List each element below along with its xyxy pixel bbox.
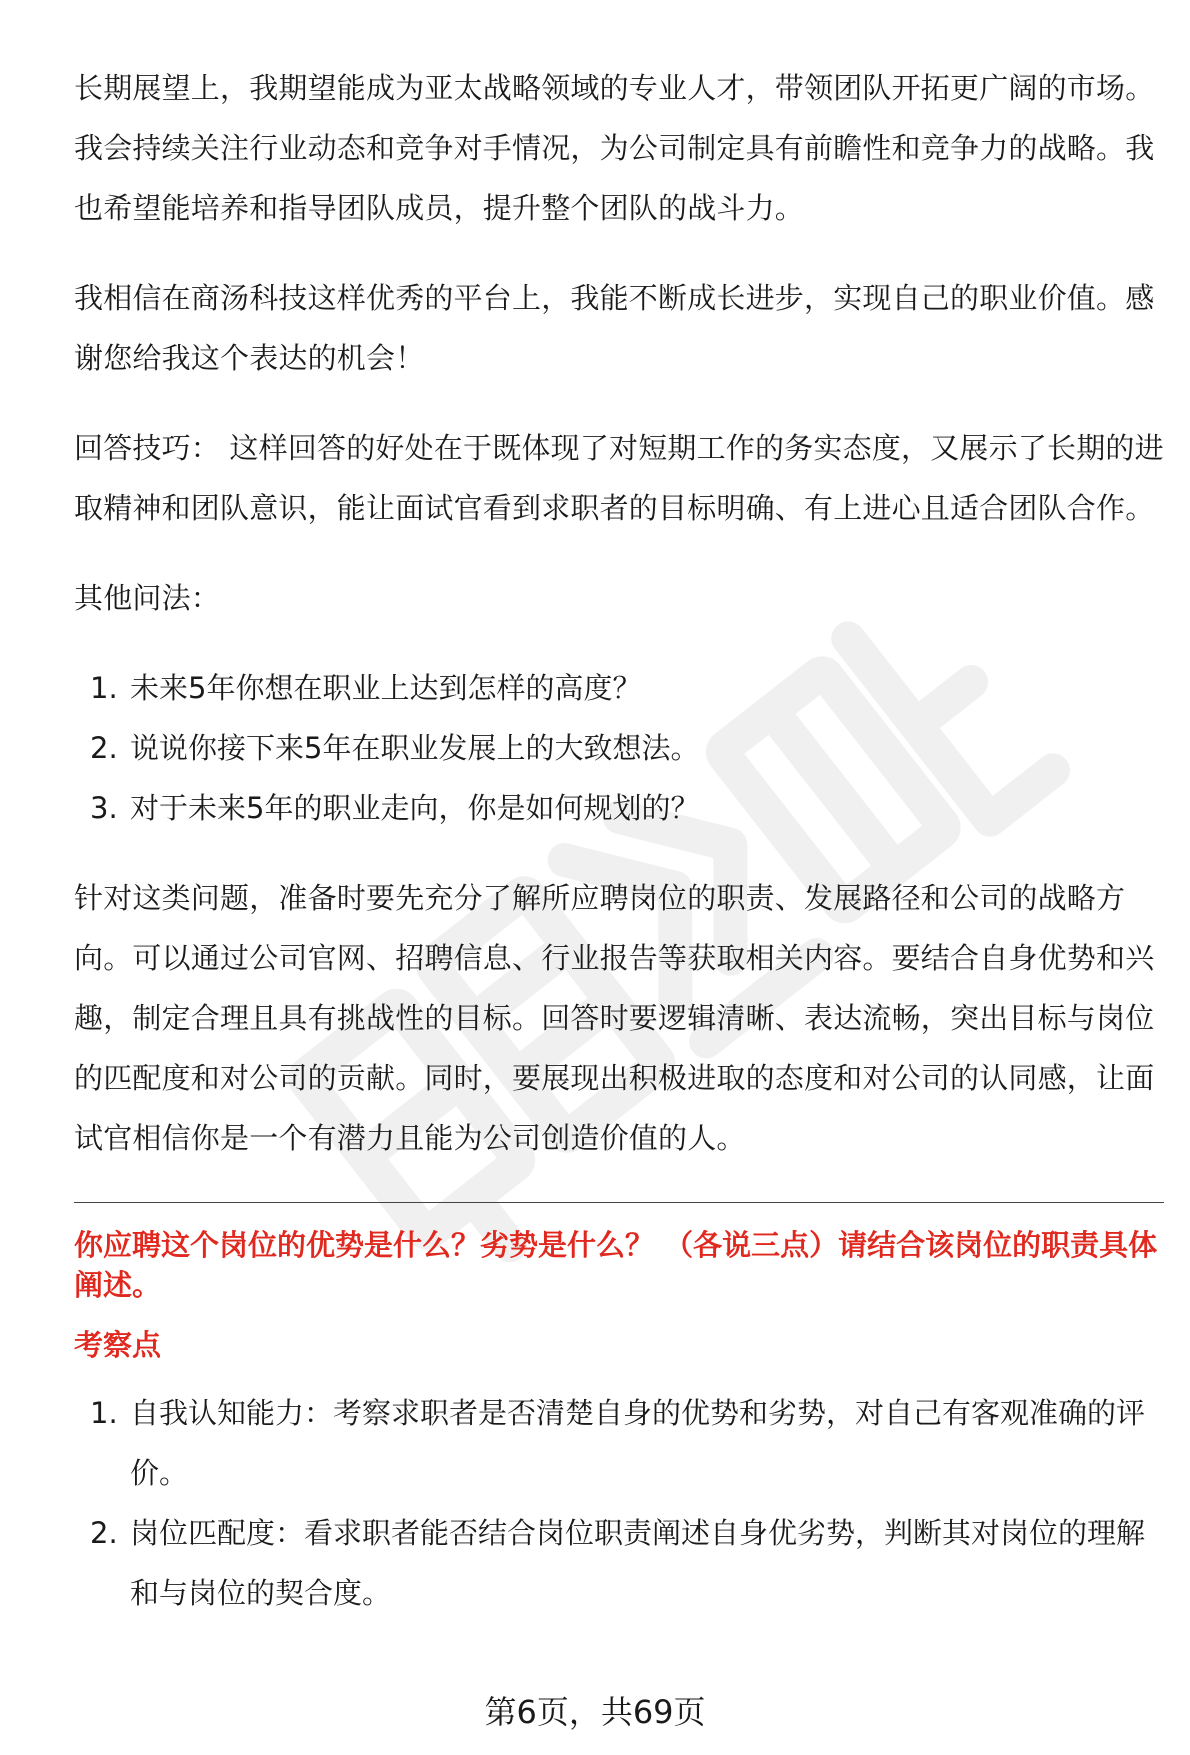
list-item-text: 自我认知能力：考察求职者是否清楚自身的优势和劣势，对自己有客观准确的评价。 — [130, 1396, 1146, 1490]
list-item — [74, 658, 1164, 718]
list-item-number: 2. — [90, 731, 118, 765]
list-item — [74, 1383, 1164, 1503]
page-number: 第6页，共69页 — [484, 1693, 706, 1731]
paragraph-preparation-advice: 针对这类问题，准备时要先充分了解所应聘岗位的职责、发展路径和公司的战略方向。可以通过公司官网、招聘信息、行业报告等获取相关内容。要结合自身优势和兴趣，制定合理且具有挑战性的目标。回答时要逻辑清晰、表达流畅，突出目标与岗位的匹配度和对公司的贡献。同时，要展现出积极进取的态度和对公司的认同感，让面试官相信你是一个有潜力且能为公司创造价值的人。 — [74, 881, 1155, 1155]
paragraph-answer-tips: 回答技巧： 这样回答的好处在于既体现了对短期工作的务实态度，又展示了长期的进取精神和团队意识，能让面试官看到求职者的目标明确、有上进心且适合团队合作。 — [74, 431, 1164, 525]
list-item — [74, 778, 1164, 838]
list-item-number: 1. — [90, 671, 118, 705]
list-item-text: 对于未来5年的职业走向，你是如何规划的？ — [130, 791, 700, 825]
list-item — [74, 718, 1164, 778]
question-title: 你应聘这个岗位的优势是什么？劣势是什么？ （各说三点）请结合该岗位的职责具体阐述。 — [74, 1228, 1158, 1302]
section-label-assessment-points: 考察点 — [74, 1328, 162, 1362]
document-body — [74, 58, 1164, 1623]
list-item-number: 3. — [90, 791, 118, 825]
section-divider — [74, 1202, 1164, 1203]
list-item-text: 未来5年你想在职业上达到怎样的高度？ — [130, 671, 642, 705]
paragraph-closing-remark: 我相信在商汤科技这样优秀的平台上，我能不断成长进步，实现自己的职业价值。感谢您给我这个表达的机会！ — [74, 281, 1155, 375]
list-item-text: 岗位匹配度：看求职者能否结合岗位职责阐述自身优劣势，判断其对岗位的理解和与岗位的契合度。 — [130, 1516, 1146, 1610]
paragraph-long-term-outlook: 长期展望上，我期望能成为亚太战略领域的专业人才，带领团队开拓更广阔的市场。我会持续关注行业动态和竞争对手情况，为公司制定具有前瞻性和竞争力的战略。我也希望能培养和指导团队成员，提升整个团队的战斗力。 — [74, 71, 1155, 225]
list-item-number: 1. — [90, 1396, 118, 1430]
other-questions-heading: 其他问法： — [74, 581, 221, 615]
assessment-points-list — [74, 1383, 1164, 1623]
list-item-number: 2. — [90, 1516, 118, 1550]
list-item-text: 说说你接下来5年在职业发展上的大致想法。 — [130, 731, 700, 765]
other-questions-list — [74, 658, 1164, 838]
list-item — [74, 1503, 1164, 1623]
